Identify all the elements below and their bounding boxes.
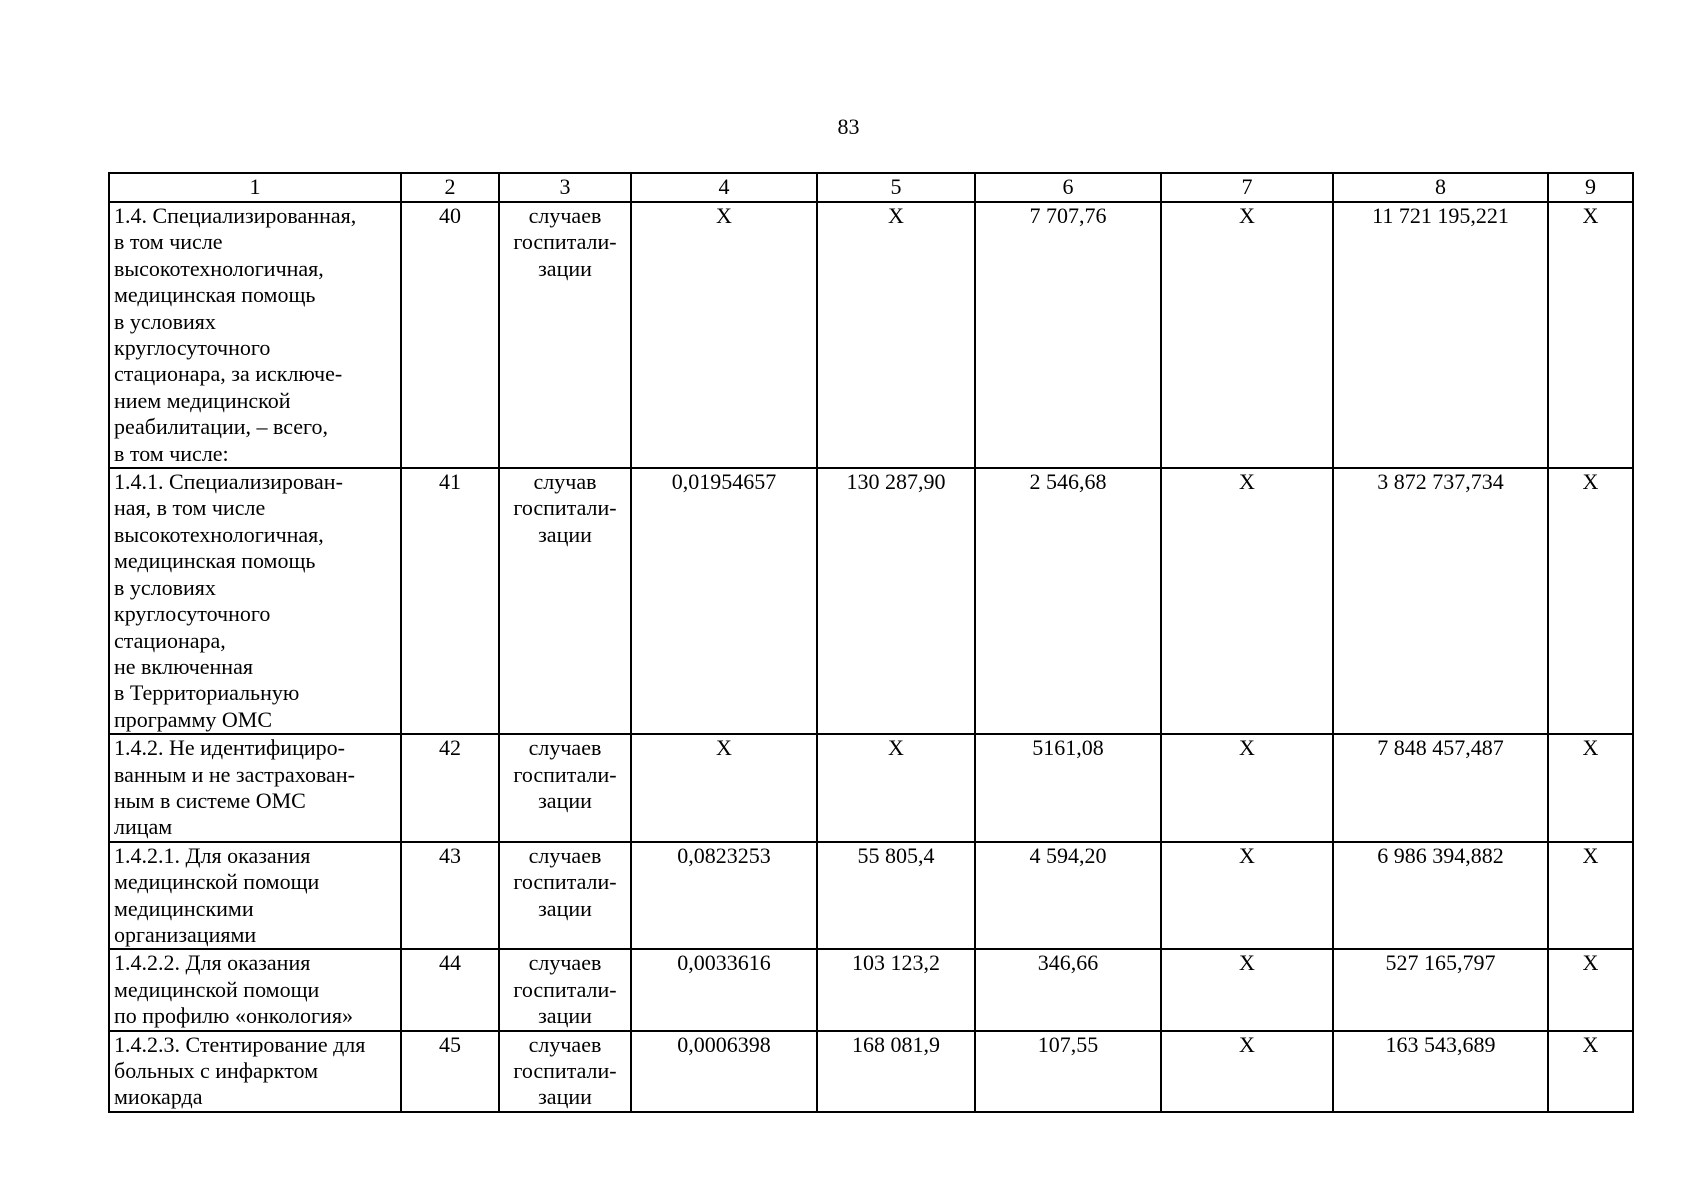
column-number-cell: 4: [631, 173, 817, 202]
row-name-line: программу ОМС: [114, 706, 273, 732]
value-cell-c6: 7 707,76: [975, 202, 1161, 468]
value-cell-c5: 168 081,9: [817, 1031, 975, 1112]
row-name-line: медицинской помощи: [114, 869, 320, 895]
column-number-cell: 5: [817, 173, 975, 202]
row-name-line: ванным и не застрахован-: [114, 761, 355, 787]
row-name-line: больных с инфарктом: [114, 1058, 319, 1083]
value-cell-c4: Х: [631, 202, 817, 468]
row-name-cell: [109, 1031, 401, 1112]
value-cell-c4: 0,0033616: [631, 949, 817, 1030]
unit-line: случав: [533, 469, 597, 495]
row-number-cell: 40: [401, 202, 499, 468]
value-cell-c8: 3 872 737,734: [1333, 468, 1548, 734]
row-number-cell: 41: [401, 468, 499, 734]
column-number-cell: 3: [499, 173, 631, 202]
row-name-line: высокотехнологичная,: [114, 521, 324, 547]
value-cell-c6: 107,55: [975, 1031, 1161, 1112]
row-name-line: в Территориальную: [114, 680, 300, 706]
unit-line: случаев: [528, 203, 602, 228]
value-cell-c4: 0,0823253: [631, 842, 817, 950]
unit-cell: [499, 734, 631, 842]
unit-line: госпитали-: [513, 495, 617, 521]
page-number: 83: [837, 114, 860, 139]
value-cell-c6: 5161,08: [975, 734, 1161, 842]
unit-line: случаев: [528, 735, 602, 761]
value-cell-c5: 55 805,4: [817, 842, 975, 950]
table-row: [109, 842, 1633, 950]
value-cell-c7: Х: [1161, 202, 1333, 468]
unit-line: зации: [538, 1003, 592, 1029]
value-cell-c9: Х: [1548, 1031, 1633, 1112]
value-cell-c8: 163 543,689: [1333, 1031, 1548, 1112]
row-name-line: 1.4.2.1. Для оказания: [114, 842, 311, 868]
row-name-line: ная, в том числе: [114, 495, 266, 521]
value-cell-c7: Х: [1161, 949, 1333, 1030]
row-name-line: лицам: [114, 814, 173, 840]
row-name-cell: [109, 468, 401, 734]
unit-line: госпитали-: [513, 1058, 617, 1083]
row-number-cell: 43: [401, 842, 499, 950]
value-cell-c6: 2 546,68: [975, 468, 1161, 734]
unit-line: зации: [538, 521, 592, 547]
value-cell-c6: 4 594,20: [975, 842, 1161, 950]
unit-cell: [499, 202, 631, 468]
row-name-line: по профилю «онкология»: [114, 1003, 353, 1029]
row-name-line: медицинская помощь: [114, 282, 316, 308]
unit-line: зации: [538, 895, 592, 921]
unit-line: случаев: [528, 1031, 602, 1057]
table-row: [109, 468, 1633, 734]
value-cell-c9: Х: [1548, 734, 1633, 842]
unit-line: госпитали-: [513, 761, 617, 787]
row-name-line: реабилитации, – всего,: [114, 414, 329, 440]
table-row: [109, 1031, 1633, 1112]
column-number-cell: 8: [1333, 173, 1548, 202]
table-row: [109, 202, 1633, 468]
table-row: [109, 949, 1633, 1030]
value-cell-c5: 103 123,2: [817, 949, 975, 1030]
row-number-cell: 44: [401, 949, 499, 1030]
table-body: [109, 173, 1633, 1112]
row-name-line: в том числе: [114, 229, 223, 255]
column-number-row: [109, 173, 1633, 202]
value-cell-c7: Х: [1161, 468, 1333, 734]
row-name-line: не включенная: [114, 653, 253, 679]
row-name-line: медицинскими: [114, 895, 254, 921]
unit-line: случаев: [528, 950, 602, 976]
row-name-line: круглосуточного: [114, 601, 271, 627]
column-number-cell: 1: [109, 173, 401, 202]
column-number-cell: 6: [975, 173, 1161, 202]
column-number-cell: 2: [401, 173, 499, 202]
value-cell-c8: 6 986 394,882: [1333, 842, 1548, 950]
value-cell-c7: Х: [1161, 734, 1333, 842]
value-cell-c4: 0,0006398: [631, 1031, 817, 1112]
row-name-line: медицинской помощи: [114, 976, 320, 1002]
row-name-cell: [109, 842, 401, 950]
row-name-line: 1.4.2.3. Стентирование для: [114, 1031, 366, 1057]
unit-line: зации: [538, 787, 592, 813]
row-number-cell: 45: [401, 1031, 499, 1112]
unit-line: зации: [538, 255, 592, 281]
unit-cell: [499, 468, 631, 734]
row-name-line: в условиях: [114, 574, 216, 600]
row-name-line: организациями: [114, 921, 257, 947]
table-row: [109, 734, 1633, 842]
column-number-cell: 9: [1548, 173, 1633, 202]
row-name-line: нием медицинской: [114, 387, 291, 413]
row-name-cell: [109, 949, 401, 1030]
row-name-line: в условиях: [114, 308, 216, 334]
row-name-cell: [109, 734, 401, 842]
unit-line: случаев: [528, 842, 602, 868]
value-cell-c9: Х: [1548, 468, 1633, 734]
row-name-line: круглосуточного: [114, 335, 271, 361]
value-cell-c7: Х: [1161, 842, 1333, 950]
value-cell-c9: Х: [1548, 842, 1633, 950]
value-cell-c9: Х: [1548, 202, 1633, 468]
unit-line: госпитали-: [513, 976, 617, 1002]
unit-cell: [499, 1031, 631, 1112]
value-cell-c5: 130 287,90: [817, 468, 975, 734]
row-name-line: 1.4.2. Не идентифициро-: [114, 735, 345, 761]
row-name-line: 1.4. Специализированная,: [114, 203, 357, 228]
value-cell-c9: Х: [1548, 949, 1633, 1030]
row-name-line: 1.4.1. Специализирован-: [114, 469, 343, 495]
row-name-line: стационара, за исключе-: [114, 361, 343, 387]
unit-cell: [499, 842, 631, 950]
row-name-line: в том числе:: [114, 440, 229, 466]
row-name-line: медицинская помощь: [114, 548, 316, 574]
unit-line: зации: [538, 1084, 592, 1110]
unit-cell: [499, 949, 631, 1030]
data-table: [108, 172, 1634, 1113]
row-name-line: ным в системе ОМС: [114, 787, 306, 813]
value-cell-c4: Х: [631, 734, 817, 842]
value-cell-c4: 0,01954657: [631, 468, 817, 734]
value-cell-c5: Х: [817, 202, 975, 468]
value-cell-c8: 7 848 457,487: [1333, 734, 1548, 842]
value-cell-c5: Х: [817, 734, 975, 842]
row-name-cell: [109, 202, 401, 468]
row-name-line: высокотехнологичная,: [114, 255, 324, 281]
value-cell-c8: 11 721 195,221: [1333, 202, 1548, 468]
unit-line: госпитали-: [513, 229, 617, 255]
column-number-cell: 7: [1161, 173, 1333, 202]
value-cell-c6: 346,66: [975, 949, 1161, 1030]
row-number-cell: 42: [401, 734, 499, 842]
row-name-line: 1.4.2.2. Для оказания: [114, 950, 311, 976]
unit-line: госпитали-: [513, 869, 617, 895]
row-name-line: миокарда: [114, 1084, 203, 1110]
value-cell-c7: Х: [1161, 1031, 1333, 1112]
row-name-line: стационара,: [114, 627, 226, 653]
value-cell-c8: 527 165,797: [1333, 949, 1548, 1030]
